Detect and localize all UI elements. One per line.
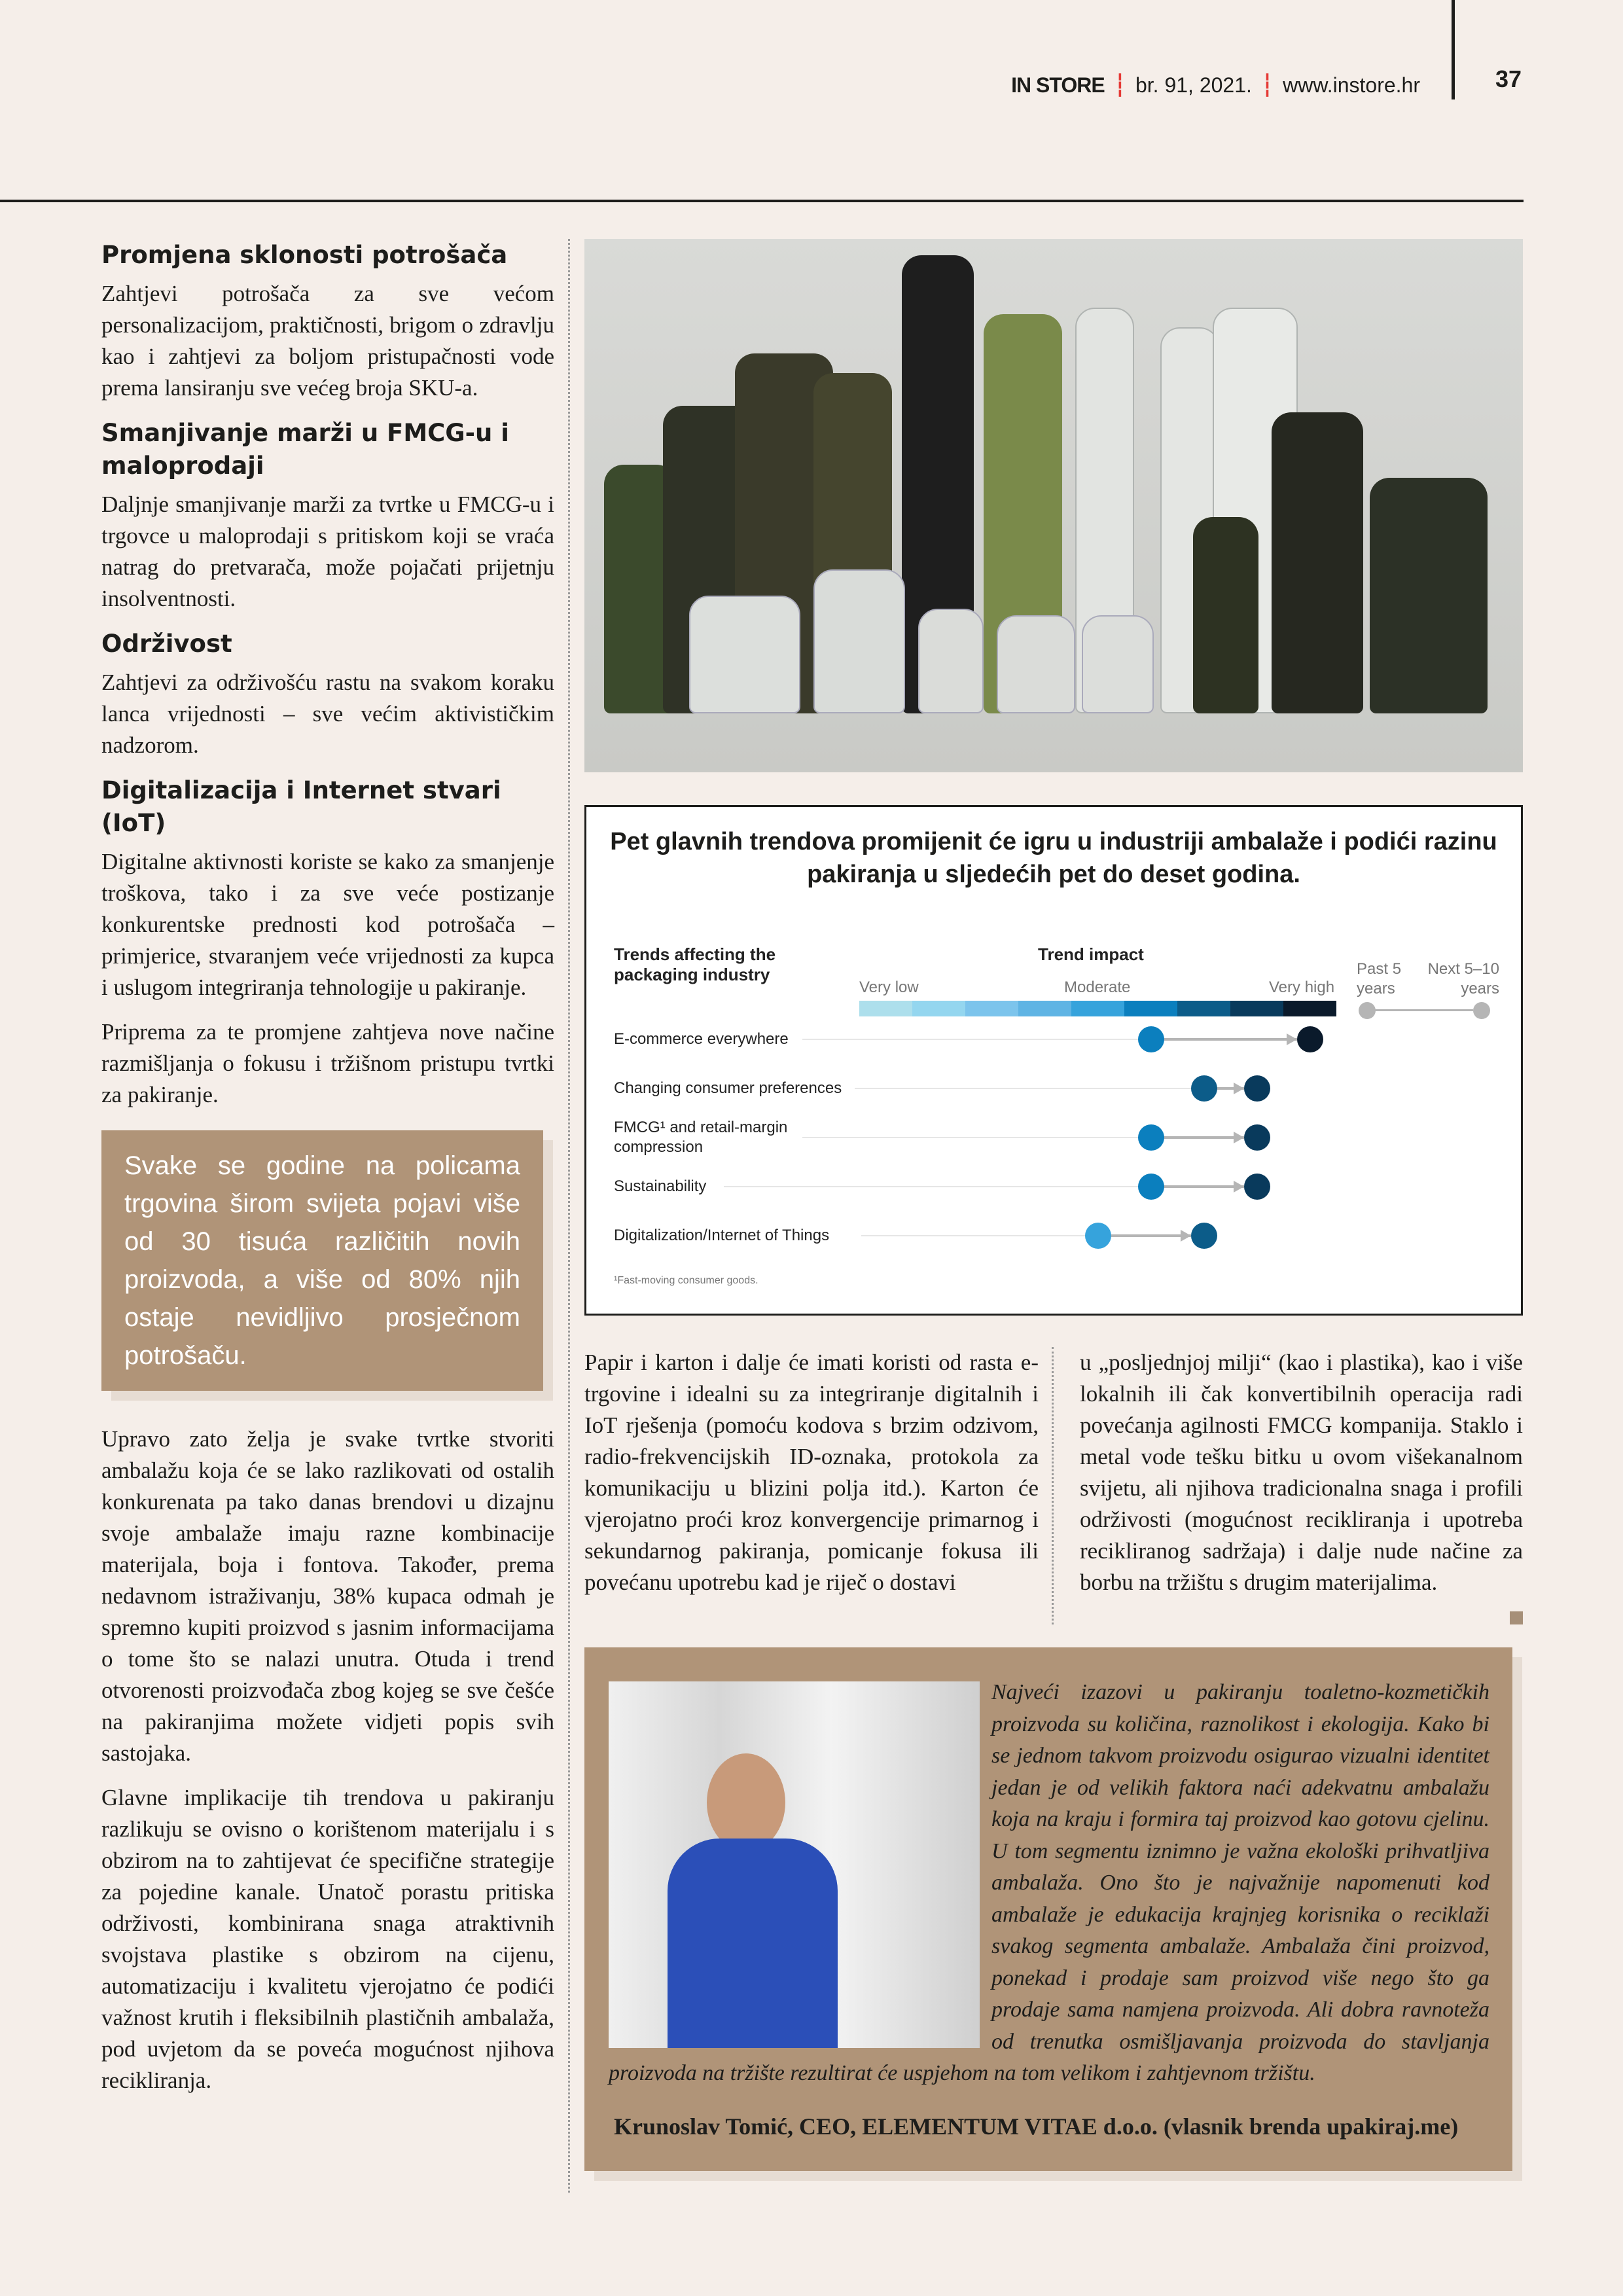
scale-band [965,1001,1018,1016]
interview-box [584,1647,1512,2171]
chart-title: Pet glavnih trendova promijenit će igru u industriji ambalaže i podići razinu pakiranja u sljedećih pet do deset godina. [610,828,1497,888]
arrow-head [1234,1132,1244,1143]
signature: Krunoslav Tomić, CEO, ELEMENTUM VITAE d.o.o. (vlasnik brenda upakiraj.me) [614,2113,1459,2140]
scale-band [1124,1001,1177,1016]
past-dot [1138,1174,1164,1200]
past-dot [1138,1124,1164,1151]
two-column-text [584,1347,1523,1624]
scale-band [1018,1001,1071,1016]
trends-chart [584,805,1523,1316]
column-divider [568,239,570,2193]
end-mark [1510,1611,1523,1624]
scale-band [1071,1001,1124,1016]
paragraph: Zahtjevi za održivošću rastu na svakom koraku lanca vrijednosti – sve većim aktivističkim nadzorom. [101,670,554,758]
middle-column-right [1080,1347,1523,1624]
glass-bottles-photo [584,239,1523,772]
legend-dot-past [1359,1002,1376,1019]
page-number: 37 [1495,65,1522,92]
y-axis-title: Trends affecting the packaging industry [614,944,776,984]
paragraph: Papir i karton i dalje će imati koristi od rasta e-trgovine i idealni su za integriranje digitalnih i IoT rješenja (pomoću kodova s brzim odzivom, radio-frekvencijskih ID-oznaka, protokola za komunikaciju u blizini polja itd.). Karton će vjerojatno proći kroz konvergencije primarnog i sekundarnog pakiranja, pomicanje fokusa ili povećanu upotrebu kad je riječ o dostavi [584,1350,1039,1595]
guide-line [802,1039,1151,1040]
legend-next: Next 5–10 years [1427,960,1499,997]
paragraph: Upravo zato želja je svake tvrtke stvoriti ambalažu koja će se lako razlikovati od ostalih konkurenata pa tako danas brendovi u dizajnu svoje ambalaže imaju razne kombinacije materijala, boja i fontova. Također, prema nedavnom istraživanju, 38% kupaca odmah je spremno kupiti proizvod s jasnim informacijama o tome što se nalazi unutra. Otuda i trend otvorenosti proizvođača zbog kojeg se sve češće na pakiranjima možete vidjeti popis svih sastojaka. [101,1426,554,1766]
website-url[interactable]: www.instore.hr [1283,73,1420,97]
paragraph: Daljnje smanjivanje marži za tvrtke u FMCG-u i trgovce u maloprodaji s pritiskom koji se vraća natrag do pretvarača, može pojačati prijetnju insolventnosti. [101,492,554,611]
arrow-head [1234,1083,1244,1094]
middle-column-left [584,1347,1054,1624]
legend-dot-next [1473,1002,1490,1019]
pull-quote: Svake se godine na policama trgovina širom svijeta pojavi više od 30 tisuća različitih novih proizvoda, a više od 80% njih ostaje nevidljivo prosječnom potrošaču. [101,1130,543,1391]
running-header [1011,65,1420,105]
arrow-head [1181,1230,1191,1242]
heading: Digitalizacija i Internet stvari (IoT) [101,776,501,837]
paragraph: Digitalne aktivnosti koriste se kako za smanjenje troškova, tako i za sve veće postizanje konkurentske prednosti kod potrošača – primjerice, stvaranjem veće vrijednosti za kupca i uslugom integriranja tehnologije u pakiranje. [101,849,554,1000]
scale-band [1283,1001,1336,1016]
paragraph: u „posljednjoj milji“ (kao i plastika), kao i više lokalnih ili čak konvertibilnih operacija radi povećanja agilnosti FMCG kompanija. Staklo i metal vode tešku bitku u ovom višekanalnom svijetu, ali njihova tradicionalna snaga i profili održivosti (mogućnost recikliranja i upotreba recikliranog sadržaja) i dalje nude načine za borbu na tržištu s drugim materijalima. [1080,1350,1523,1595]
category-label: FMCG¹ and retail-margin compression [614,1119,788,1156]
past-dot [1191,1075,1217,1102]
past-dot [1138,1026,1164,1052]
header-divider [1452,0,1455,99]
scale-band [1177,1001,1230,1016]
category-label: Changing consumer preferences [614,1079,842,1097]
separator: ┆ [1113,73,1126,97]
guide-line [802,1137,1151,1138]
legend-arrow [1375,1009,1473,1011]
scale-label-moderate: Moderate [1064,978,1131,996]
heading: Održivost [101,630,232,658]
scale-band [1230,1001,1283,1016]
next-dot [1244,1124,1270,1151]
next-dot [1191,1223,1217,1249]
right-lower-flow [584,1347,1523,2171]
quote-text: Najveći izazovi u pakiranju toaletno-kozmetičkih proizvoda su količina, raznolikost i ekologija. Kako bi se jednom takvom proizvodu osigurao vizualni identitet jedan je od velikih faktora naći adekvatnu ambalažu koja na kraju i formira taj proizvod kao gotovu cjelinu. U tom segmentu iznimno je važna ekološki prihvatljiva ambalaža. Ono što je najvažnije napomenuti kod ambalaže je edukacija krajnjeg korisnika o reciklaži svakog segmenta ambalaže. Ambalaža čini proizvod, ponekad i prodaje sam proizvod više nego što ga prodaje sama namjena proizvoda. Ali dobra ravnoteža od trenutka osmišljavanja proizvoda do stavljanja proizvoda na tržište rezultirat će uspjehom na tom velikom i zahtjevnom tržištu. [609,1680,1489,2085]
heading: Promjena sklonosti potrošača [101,241,508,269]
category-label: Sustainability [614,1177,707,1195]
person-photo [609,1681,980,2048]
trend-arrow [1151,1136,1244,1139]
trend-arrow [1151,1185,1244,1188]
next-dot [1297,1026,1323,1052]
scale-label-high: Very high [1269,978,1335,996]
scale-label-low: Very low [859,978,919,996]
next-dot [1244,1174,1270,1200]
guide-line [855,1088,1204,1089]
category-label: E-commerce everywhere [614,1030,789,1048]
trend-arrow [1098,1234,1191,1237]
magazine-logo: IN STORE [1011,73,1105,97]
paragraph: Priprema za te promjene zahtjeva nove načine razmišljanja o fokusu i tržišnom pristupu tvrtki za pakiranje. [101,1019,554,1107]
scale-band [912,1001,965,1016]
category-label: Digitalization/Internet of Things [614,1227,830,1244]
scale-band [859,1001,912,1016]
heading: Smanjivanje marži u FMCG-u i maloprodaji [101,419,509,480]
guide-line [724,1186,1151,1187]
past-dot [1085,1223,1111,1249]
paragraph: Glavne implikacije tih trendova u pakiranju razlikuju se ovisno o korištenom materijalu i s obzirom na to zahtijevat će specifične strategije za pojedine kanale. Unatoč porastu pritiska održivosti, kombinirana snaga atraktivnih svojstava plastike s obzirom na cijenu, automatizaciju i kvalitetu vjerojatno će podići važnost krutih i fleksibilnih plastičnih ambalaža, pod uvjetom da se poveća mogućnost njihova recikliranja. [101,1785,554,2093]
arrow-head [1234,1181,1244,1193]
arrow-head [1287,1033,1297,1045]
next-dot [1244,1075,1270,1102]
x-axis-title: Trend impact [1038,944,1144,964]
legend-past: Past 5 years [1357,960,1402,997]
issue-number: br. 91, 2021. [1135,73,1252,97]
paragraph: Zahtjevi potrošača za sve većom personalizacijom, praktičnosti, brigom o zdravlju kao i zahtjevi za boljom pristupačnosti vode prema lansiranju sve većeg broja SKU-a. [101,281,554,401]
guide-line [861,1235,1098,1236]
header-rule [0,200,1524,202]
chart-footnote: ¹Fast-moving consumer goods. [614,1275,758,1286]
trend-arrow [1151,1038,1297,1041]
separator: ┆ [1260,73,1274,97]
left-column [101,232,554,2109]
